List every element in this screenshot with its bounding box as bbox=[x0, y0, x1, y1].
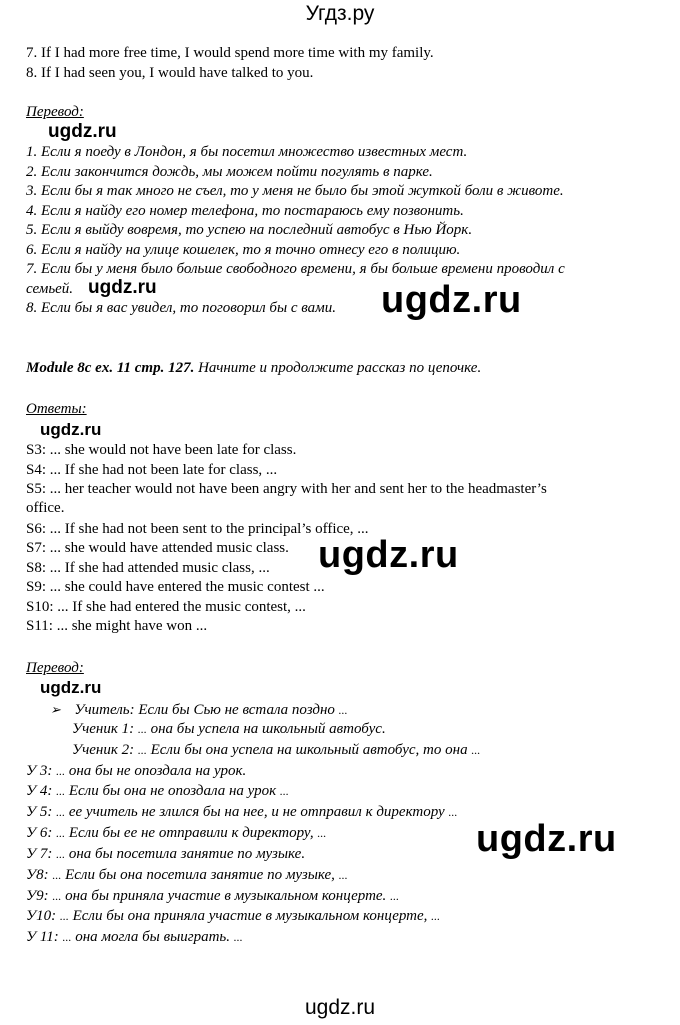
student-line bbox=[26, 845, 305, 865]
speaker-label: Ученик 2: bbox=[72, 742, 135, 758]
answer-line: S7: ... she would have attended music class. bbox=[26, 540, 289, 556]
ellipsis: ... bbox=[431, 909, 441, 923]
translation-line: 2. Если закончится дождь, мы можем пойти погулять в парке. bbox=[26, 164, 433, 180]
student-label: У 4: bbox=[26, 783, 53, 799]
student-line bbox=[26, 866, 348, 886]
line-text: Если бы ее не отправили к директору, bbox=[68, 825, 314, 841]
bullet-line bbox=[72, 720, 386, 740]
ellipsis: ... bbox=[137, 722, 147, 736]
line-text: она бы приняла участие в музыкальном концерте. bbox=[65, 888, 387, 904]
ellipsis: ... bbox=[137, 743, 147, 757]
answer-line: S8: ... If she had attended music class, ... bbox=[26, 560, 270, 576]
sentence-8: 8. If I had seen you, I would have talked to you. bbox=[26, 65, 314, 81]
bullet-line bbox=[72, 741, 480, 761]
student-line bbox=[26, 907, 440, 927]
watermark: ugdz.ru bbox=[318, 534, 459, 576]
ellipsis: ... bbox=[62, 930, 72, 944]
module-heading bbox=[26, 359, 481, 379]
bullet-line bbox=[50, 700, 348, 721]
line-text: Если бы она посетила занятие по музыке, bbox=[65, 867, 335, 883]
translation-line: 7. Если бы у меня было больше свободного времени, я бы больше времени проводил с bbox=[26, 261, 565, 277]
answer-line: S10: ... If she had entered the music contest, ... bbox=[26, 599, 306, 615]
student-line bbox=[26, 928, 243, 948]
line-text: Если бы она успела на школьный автобус, то она bbox=[150, 742, 468, 758]
ellipsis: ... bbox=[448, 805, 458, 819]
watermark: ugdz.ru bbox=[40, 420, 102, 439]
answer-line: S3: ... she would not have been late for class. bbox=[26, 442, 297, 458]
ellipsis: ... bbox=[390, 889, 400, 903]
site-footer: ugdz.ru bbox=[304, 996, 376, 1019]
translation-line: 3. Если бы я так много не съел, то у меня не было бы этой жуткой боли в животе. bbox=[26, 183, 564, 199]
translation-line: 4. Если я найду его номер телефона, то постараюсь ему позвонить. bbox=[26, 203, 464, 219]
answer-line: S5: ... her teacher would not have been angry with her and sent her to the headmaster’s bbox=[26, 481, 547, 497]
student-line bbox=[26, 887, 399, 907]
translation-line: семьей. bbox=[26, 281, 74, 297]
line-text: она бы успела на школьный автобус. bbox=[150, 721, 386, 737]
student-label: У 6: bbox=[26, 825, 53, 841]
sentence-7: 7. If I had more free time, I would spend more time with my family. bbox=[26, 45, 434, 61]
student-line bbox=[26, 824, 326, 844]
answer-line: S4: ... If she had not been late for class, ... bbox=[26, 462, 278, 478]
student-line bbox=[26, 762, 246, 782]
watermark: ugdz.ru bbox=[381, 279, 522, 321]
module-title: Module 8c ex. 11 стр. 127. bbox=[26, 360, 195, 376]
translation-line: 1. Если я поеду в Лондон, я бы посетил множество известных мест. bbox=[26, 144, 468, 160]
ellipsis: ... bbox=[233, 930, 243, 944]
ellipsis: ... bbox=[56, 764, 66, 778]
ellipsis: ... bbox=[317, 826, 327, 840]
ellipsis: ... bbox=[59, 909, 69, 923]
student-label: У8: bbox=[26, 867, 49, 883]
ellipsis: ... bbox=[338, 703, 348, 717]
answer-line: S6: ... If she had not been sent to the principal’s office, ... bbox=[26, 521, 369, 537]
line-text: Если бы она приняла участие в музыкальном концерте, bbox=[72, 908, 428, 924]
arrow-bullet-icon: ➢ bbox=[50, 702, 61, 717]
speaker-label: Ученик 1: bbox=[72, 721, 135, 737]
ellipsis: ... bbox=[56, 847, 66, 861]
answer-line: office. bbox=[26, 500, 65, 516]
line-text: она бы не опоздала на урок. bbox=[68, 763, 247, 779]
module-task: Начните и продолжите рассказ по цепочке. bbox=[198, 360, 482, 376]
student-label: У 11: bbox=[26, 929, 59, 945]
watermark: ugdz.ru bbox=[476, 818, 617, 860]
student-label: У 3: bbox=[26, 763, 53, 779]
watermark: ugdz.ru bbox=[88, 277, 157, 298]
site-header: Угдз.ру bbox=[305, 2, 375, 25]
watermark: ugdz.ru bbox=[40, 678, 102, 697]
answer-line: S11: ... she might have won ... bbox=[26, 618, 208, 634]
translation-heading: Перевод: bbox=[26, 104, 84, 120]
student-label: У 7: bbox=[26, 846, 53, 862]
watermark: ugdz.ru bbox=[48, 121, 117, 142]
student-label: У 5: bbox=[26, 804, 53, 820]
student-label: У10: bbox=[26, 908, 57, 924]
ellipsis: ... bbox=[52, 889, 62, 903]
ellipsis: ... bbox=[471, 743, 481, 757]
line-text: она бы посетила занятие по музыке. bbox=[68, 846, 306, 862]
answer-line: S9: ... she could have entered the music contest ... bbox=[26, 579, 325, 595]
ellipsis: ... bbox=[56, 784, 66, 798]
student-label: У9: bbox=[26, 888, 49, 904]
student-line bbox=[26, 782, 289, 802]
ellipsis: ... bbox=[56, 805, 66, 819]
line-text: Если бы она не опоздала на урок bbox=[68, 783, 277, 799]
ellipsis: ... bbox=[338, 868, 348, 882]
answers-heading: Ответы: bbox=[26, 401, 87, 417]
line-text: она могла бы выиграть. bbox=[75, 929, 231, 945]
ellipsis: ... bbox=[52, 868, 62, 882]
student-line bbox=[26, 803, 457, 823]
ellipsis: ... bbox=[279, 784, 289, 798]
translation-line: 5. Если я выйду вовремя, то успею на последний автобус в Нью Йорк. bbox=[26, 222, 473, 238]
speaker-label: Учитель: bbox=[74, 702, 135, 718]
translation-line: 6. Если я найду на улице кошелек, то я точно отнесу его в полицию. bbox=[26, 242, 461, 258]
ellipsis: ... bbox=[56, 826, 66, 840]
line-text: Если бы Сью не встала поздно bbox=[138, 702, 335, 718]
translation-line: 8. Если бы я вас увидел, то поговорил бы с вами. bbox=[26, 300, 336, 316]
translation-heading: Перевод: bbox=[26, 660, 84, 676]
line-text: ее учитель не злился бы на нее, и не отправил к директору bbox=[68, 804, 445, 820]
